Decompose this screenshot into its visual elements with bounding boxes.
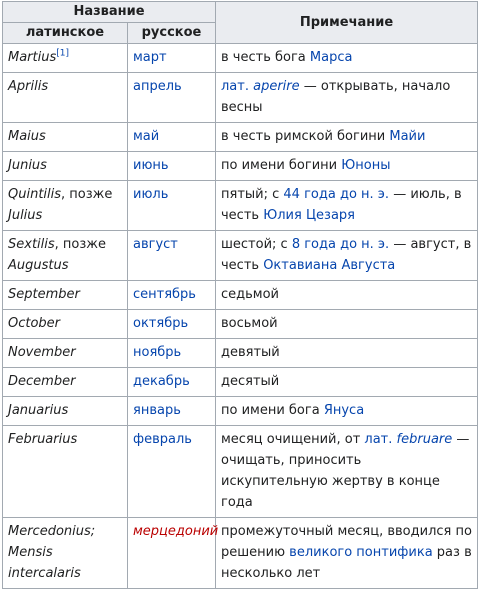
russian-cell bbox=[128, 368, 216, 397]
table-row bbox=[3, 123, 478, 152]
note-link[interactable]: Майи bbox=[389, 129, 426, 144]
latin-name: Junius bbox=[8, 158, 47, 173]
note-text: раз в несколько лет bbox=[221, 545, 472, 581]
table-row bbox=[3, 518, 478, 589]
note-link[interactable]: лат. bbox=[221, 79, 249, 94]
table-row bbox=[3, 397, 478, 426]
russian-month-link[interactable]: май bbox=[133, 129, 160, 144]
russian-month-link[interactable]: август bbox=[133, 237, 178, 252]
note-cell bbox=[216, 281, 478, 310]
table-row bbox=[3, 73, 478, 123]
latin-name: Mercedonius; bbox=[8, 524, 96, 539]
russian-month-link[interactable]: июнь bbox=[133, 158, 169, 173]
russian-month-link[interactable]: декабрь bbox=[133, 374, 190, 389]
note-link-italic[interactable]: aperire bbox=[253, 79, 300, 94]
latin-name: Februarius bbox=[8, 432, 78, 447]
note-text: девятый bbox=[221, 345, 280, 360]
latin-name: Sextilis bbox=[8, 237, 55, 252]
russian-cell bbox=[128, 426, 216, 518]
table-row bbox=[3, 426, 478, 518]
note-cell bbox=[216, 339, 478, 368]
latin-cell bbox=[3, 281, 128, 310]
table-row bbox=[3, 310, 478, 339]
russian-month-link[interactable]: ноябрь bbox=[133, 345, 182, 360]
russian-month-link[interactable]: октябрь bbox=[133, 316, 189, 331]
latin-cell bbox=[3, 44, 128, 73]
latin-cell bbox=[3, 397, 128, 426]
note-cell bbox=[216, 518, 478, 589]
note-text: — июль, в честь bbox=[221, 187, 462, 223]
note-cell bbox=[216, 310, 478, 339]
note-link[interactable]: лат. bbox=[364, 432, 393, 447]
note-cell bbox=[216, 368, 478, 397]
russian-month-link[interactable]: июль bbox=[133, 187, 169, 202]
note-text: восьмой bbox=[221, 316, 278, 331]
russian-month-link[interactable]: сентябрь bbox=[133, 287, 196, 302]
russian-month-link[interactable]: мерцедоний bbox=[133, 524, 219, 539]
note-cell bbox=[216, 181, 478, 231]
latin-name: November bbox=[8, 345, 76, 360]
russian-cell bbox=[128, 231, 216, 281]
latin-cell bbox=[3, 518, 128, 589]
latin-cell bbox=[3, 123, 128, 152]
note-link[interactable]: Юноны bbox=[341, 158, 391, 173]
latin-cell bbox=[3, 339, 128, 368]
russian-cell bbox=[128, 518, 219, 589]
russian-cell bbox=[128, 181, 216, 231]
note-cell bbox=[216, 426, 478, 518]
note-link[interactable]: Януса bbox=[323, 403, 365, 418]
note-text: месяц очищений, от bbox=[221, 432, 365, 447]
latin-name: Aprilis bbox=[8, 79, 49, 94]
header-note: Примечание bbox=[216, 2, 478, 44]
note-text: по имени богини bbox=[221, 158, 342, 173]
latin-cell bbox=[3, 181, 128, 231]
footnote-link[interactable]: [1] bbox=[56, 48, 69, 59]
table-row bbox=[3, 152, 478, 181]
table-body bbox=[3, 44, 478, 589]
note-link[interactable]: 8 года до н. э. bbox=[291, 237, 390, 252]
latin-later-label: , позже bbox=[54, 237, 106, 252]
header-russian: русское bbox=[128, 23, 216, 44]
latin-name-alt: Augustus bbox=[8, 258, 69, 273]
note-link[interactable]: Октавиана Августа bbox=[263, 258, 396, 273]
footnote bbox=[56, 49, 69, 59]
table-row bbox=[3, 231, 478, 281]
russian-cell bbox=[128, 281, 216, 310]
note-cell bbox=[216, 231, 478, 281]
note-link[interactable]: Марса bbox=[309, 50, 353, 65]
note-text: — август, в честь bbox=[221, 237, 472, 273]
latin-name: October bbox=[8, 316, 61, 331]
russian-cell bbox=[128, 152, 216, 181]
header-name: Название bbox=[3, 2, 216, 23]
note-text: в честь бога bbox=[221, 50, 310, 65]
table-row bbox=[3, 281, 478, 310]
table-row bbox=[3, 368, 478, 397]
note-text: пятый; с bbox=[221, 187, 284, 202]
note-cell bbox=[216, 152, 478, 181]
latin-name-alt: Mensis intercalaris bbox=[8, 545, 81, 581]
note-cell bbox=[216, 44, 478, 73]
table-row bbox=[3, 44, 478, 73]
note-text: шестой; с bbox=[221, 237, 292, 252]
russian-cell bbox=[128, 73, 216, 123]
note-link[interactable]: 44 года до н. э. bbox=[283, 187, 390, 202]
note-text: — очищать, приносить искупительную жертву в конце года bbox=[221, 432, 470, 510]
note-link-italic[interactable]: februare bbox=[396, 432, 453, 447]
russian-month-link[interactable]: январь bbox=[133, 403, 181, 418]
latin-name: Maius bbox=[8, 129, 46, 144]
note-link[interactable]: великого понтифика bbox=[289, 545, 433, 560]
russian-cell bbox=[128, 339, 216, 368]
note-cell bbox=[216, 73, 478, 123]
russian-month-link[interactable]: апрель bbox=[133, 79, 182, 94]
russian-month-link[interactable]: февраль bbox=[133, 432, 192, 447]
note-text: — открывать, начало весны bbox=[221, 79, 451, 115]
latin-name: Martius bbox=[8, 50, 57, 65]
latin-cell bbox=[3, 310, 128, 339]
note-cell bbox=[216, 123, 478, 152]
latin-cell bbox=[3, 231, 128, 281]
latin-cell bbox=[3, 368, 128, 397]
latin-later-label: , позже bbox=[61, 187, 113, 202]
header-latin: латинское bbox=[3, 23, 128, 44]
latin-name: December bbox=[8, 374, 76, 389]
russian-cell bbox=[128, 310, 216, 339]
russian-cell bbox=[128, 123, 216, 152]
note-link[interactable]: Юлия Цезаря bbox=[263, 208, 355, 223]
latin-name: Quintilis bbox=[8, 187, 62, 202]
note-text: седьмой bbox=[221, 287, 280, 302]
note-text: по имени бога bbox=[221, 403, 324, 418]
note-text: десятый bbox=[221, 374, 280, 389]
russian-cell bbox=[128, 44, 216, 73]
latin-cell bbox=[3, 73, 128, 123]
note-cell bbox=[216, 397, 478, 426]
months-table bbox=[2, 1, 478, 589]
note-text: в честь римской богини bbox=[221, 129, 390, 144]
table-row bbox=[3, 339, 478, 368]
russian-month-link[interactable]: март bbox=[133, 50, 167, 65]
latin-name: September bbox=[8, 287, 80, 302]
note-text: промежуточный месяц, вводился по решению bbox=[221, 524, 472, 560]
table-row bbox=[3, 181, 478, 231]
russian-cell bbox=[128, 397, 216, 426]
latin-name: Januarius bbox=[8, 403, 69, 418]
latin-cell bbox=[3, 426, 128, 518]
latin-cell bbox=[3, 152, 128, 181]
latin-name-alt: Julius bbox=[8, 208, 43, 223]
